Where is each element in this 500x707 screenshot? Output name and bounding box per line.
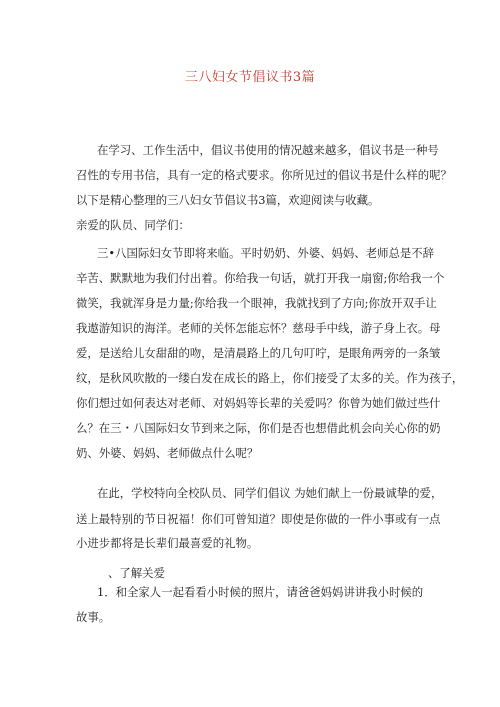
paragraph-line: 爱，是送给儿女甜甜的吻，是清晨路上的几句叮咛，是眼角两旁的一条皱 xyxy=(76,346,441,360)
list-item: 故事。 xyxy=(76,610,111,624)
section-heading: 、了解关爱 xyxy=(108,566,165,580)
paragraph-line: 纹，是秋风吹散的一缕白发在成长的路上，你们接受了太多的关。作为孩子， xyxy=(76,371,464,385)
intro-line: 在学习、工作生活中，倡议书使用的情况越来越多，倡议书是一种号 xyxy=(97,143,439,157)
paragraph-line: 小进步都将是长辈们最喜爱的礼物。 xyxy=(76,536,259,550)
paragraph-line: 微笑，我就浑身是力量;你给我一个眼神，我就找到了方向;你放开双手让 xyxy=(76,296,437,310)
paragraph-line: 我遨游知识的海洋。老师的关怀怎能忘怀？慈母手中线，游子身上衣。母 xyxy=(76,321,441,335)
paragraph-line: 三•八国际妇女节即将来临。平时奶奶、外婆、妈妈、老师总是不辞 xyxy=(97,246,435,260)
list-item: 1．和全家人一起看看小时候的照片，请爸爸妈妈讲讲我小时候的 xyxy=(97,585,424,599)
intro-line: 召性的专用书信，具有一定的格式要求。你所见过的倡议书是什么样的呢？ xyxy=(76,168,452,182)
intro-line: 以下是精心整理的三八妇女节倡议书3篇，欢迎阅读与收藏。 xyxy=(76,193,380,207)
document-title: 三八妇女节倡议书3篇 xyxy=(184,70,316,85)
paragraph-line: 在此，学校特向全校队员、同学们倡议 为她们献上一份最诚挚的爱， xyxy=(97,486,443,500)
paragraph-line: 么？在三・八国际妇女节到来之际，你们是否也想借此机会向关心你的奶 xyxy=(76,421,441,435)
paragraph-line: 辛苦、默默地为我们付出着。你给我一句话，就打开我一扇窗;你给我一个 xyxy=(76,271,445,285)
paragraph-line: 你们想过如何表达对老师、对妈妈等长辈的关爱吗？你曾为她们做过些什 xyxy=(76,396,441,410)
paragraph-line: 奶、外婆、妈妈、老师做点什么呢？ xyxy=(76,446,259,460)
salutation: 亲爱的队员、同学们： xyxy=(76,218,190,232)
paragraph-line: 送上最特别的节日祝福！你们可曾知道？即使是你做的一件小事或有一点 xyxy=(76,512,441,526)
